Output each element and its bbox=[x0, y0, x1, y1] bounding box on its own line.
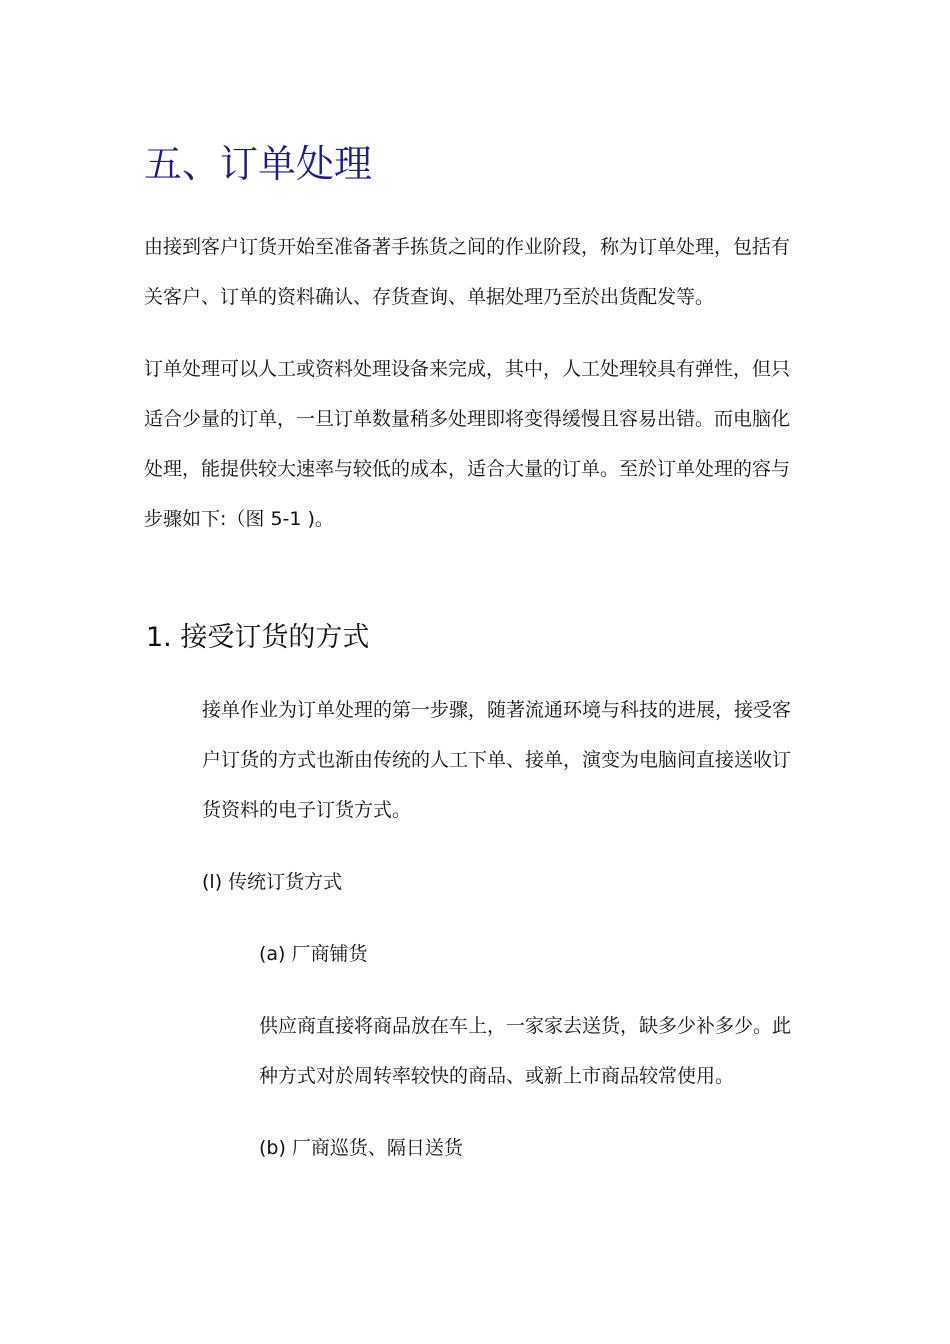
text-line: 关客户、订单的资料确认、存货查询、单据处理乃至於出货配发等。 bbox=[144, 286, 715, 308]
section-heading: 1. 接受订货的方式 bbox=[146, 622, 370, 653]
list-item-b: (b) 厂商巡货、隔日送货 bbox=[259, 1137, 463, 1159]
text-line: 适合少量的订单，一旦订单数量稍多处理即将变得缓慢且容易出错。而电脑化 bbox=[144, 408, 791, 430]
section-paragraph bbox=[202, 685, 791, 835]
subsection-heading: (l) 传统订货方式 bbox=[202, 871, 343, 893]
text-line: 处理，能提供较大速率与较低的成本，适合大量的订单。至於订单处理的容与 bbox=[144, 458, 791, 480]
page-title: 五、订单处理 bbox=[144, 142, 373, 186]
text-line: 订单处理可以人工或资料处理设备来完成，其中，人工处理较具有弹性，但只 bbox=[144, 358, 791, 380]
text-line: 户订货的方式也渐由传统的人工下单、接单，演变为电脑间直接送收订 bbox=[202, 749, 792, 771]
item-a-description bbox=[259, 1001, 791, 1101]
text-line: 步骤如下:（图 5-1 )。 bbox=[144, 508, 334, 530]
processing-paragraph bbox=[144, 344, 790, 544]
text-line: 接单作业为订单处理的第一步骤，随著流通环境与科技的进展，接受客 bbox=[202, 699, 792, 721]
intro-paragraph bbox=[144, 222, 790, 322]
text-line: 由接到客户订货开始至准备著手拣货之间的作业阶段，称为订单处理，包括有 bbox=[144, 236, 791, 258]
list-item-a: (a) 厂商铺货 bbox=[259, 943, 368, 965]
text-line: 种方式对於周转率较快的商品、或新上市商品较常使用。 bbox=[259, 1065, 735, 1087]
text-line: 货资料的电子订货方式。 bbox=[202, 799, 412, 821]
text-line: 供应商直接将商品放在车上，一家家去送货，缺多少补多少。此 bbox=[259, 1015, 792, 1037]
